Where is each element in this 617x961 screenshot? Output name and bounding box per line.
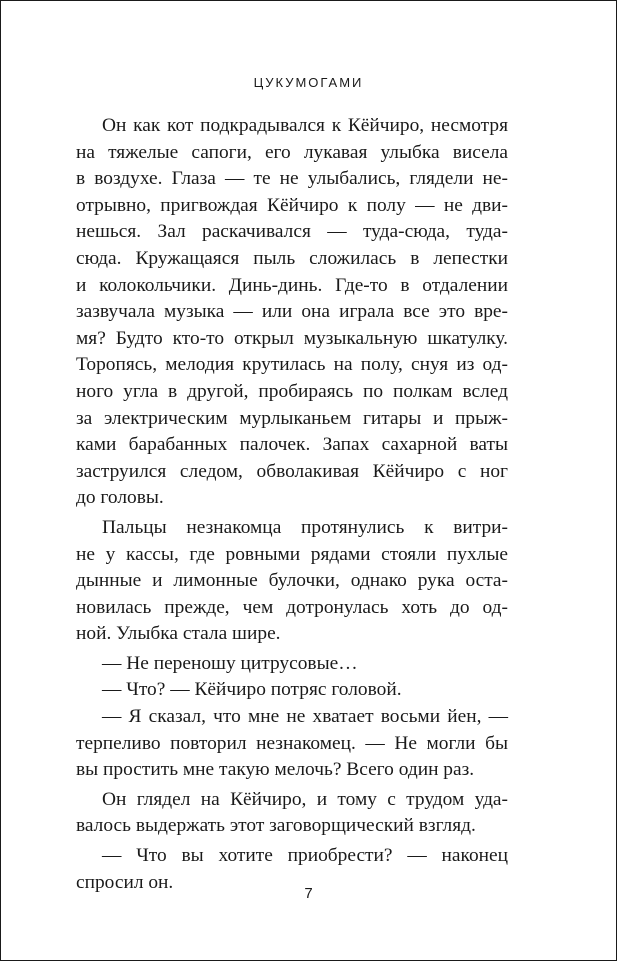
- dialogue-line: — Не переношу цитрусовые…: [102, 652, 358, 674]
- paragraph: [76, 704, 508, 784]
- text-line: Он глядел на Кёйчиро, и тому с трудом уда-: [102, 788, 508, 810]
- text-line: дынные и лимонные булочки, однако рука оста-: [76, 570, 508, 592]
- dialogue-line: — Что вы хотите приобрести? — наконец: [102, 845, 508, 867]
- body-text: [76, 113, 508, 896]
- text-line: ками барабанных палочек. Запах сахарной ваты: [76, 434, 508, 456]
- text-line: Торопясь, мелодия крутилась на полу, снуя из од-: [76, 354, 508, 376]
- text-line: до головы.: [76, 487, 164, 509]
- text-line: отрывно, пригвождая Кёйчиро к полу — не дви-: [76, 194, 508, 216]
- dialogue-line: — Что? — Кёйчиро потряс головой.: [102, 679, 402, 701]
- text-line: не у кассы, где ровными рядами стояли пухлые: [76, 543, 508, 565]
- text-line: за электрическим мурлыканьем гитары и прыж-: [76, 407, 508, 429]
- text-line: заструился следом, обволакивая Кёйчиро с ног: [76, 460, 508, 482]
- text-line: и колокольчики. Динь-динь. Где-то в отдалении: [76, 274, 508, 296]
- text-line: вы простить мне такую мелочь? Всего один раз.: [76, 759, 475, 781]
- dialogue-line: — Я сказал, что мне не хватает восьми йен, —: [102, 706, 508, 728]
- text-line: мя? Будто кто-то открыл музыкальную шкатулку.: [76, 327, 508, 349]
- text-line: Он как кот подкрадывался к Кёйчиро, несмотря: [102, 115, 508, 136]
- text-line: терпеливо повторил незнакомец. — Не могли бы: [76, 732, 508, 754]
- text-line: ной. Улыбка стала шире.: [76, 623, 281, 645]
- page-number: 7: [304, 885, 313, 902]
- text-line: зазвучала музыка — или она играла все это вре-: [76, 301, 508, 323]
- text-line: Пальцы незнакомца протянулись к витри-: [102, 516, 508, 538]
- text-line: спросил он.: [76, 871, 174, 893]
- text-line: в воздухе. Глаза — те не улыбались, глядели не-: [76, 168, 508, 190]
- paragraph: [76, 651, 508, 678]
- paragraph: [76, 677, 508, 704]
- text-line: на тяжелые сапоги, его лукавая улыбка висела: [76, 141, 508, 163]
- text-line: ного угла в другой, пробираясь по полкам вслед: [76, 380, 508, 402]
- paragraph: [76, 113, 508, 512]
- paragraph: [76, 515, 508, 648]
- paragraph: [76, 787, 508, 840]
- text-line: валось выдержать этот заговорщический взгляд.: [76, 815, 476, 837]
- text-line: нешься. Зал раскачивался — туда-сюда, туда-: [76, 221, 508, 243]
- text-line: новилась прежде, чем дотронулась хоть до од-: [76, 596, 508, 618]
- running-head: ЦУКУМОГАМИ: [253, 75, 364, 90]
- text-line: сюда. Кружащаяся пыль сложилась в лепестки: [76, 247, 508, 269]
